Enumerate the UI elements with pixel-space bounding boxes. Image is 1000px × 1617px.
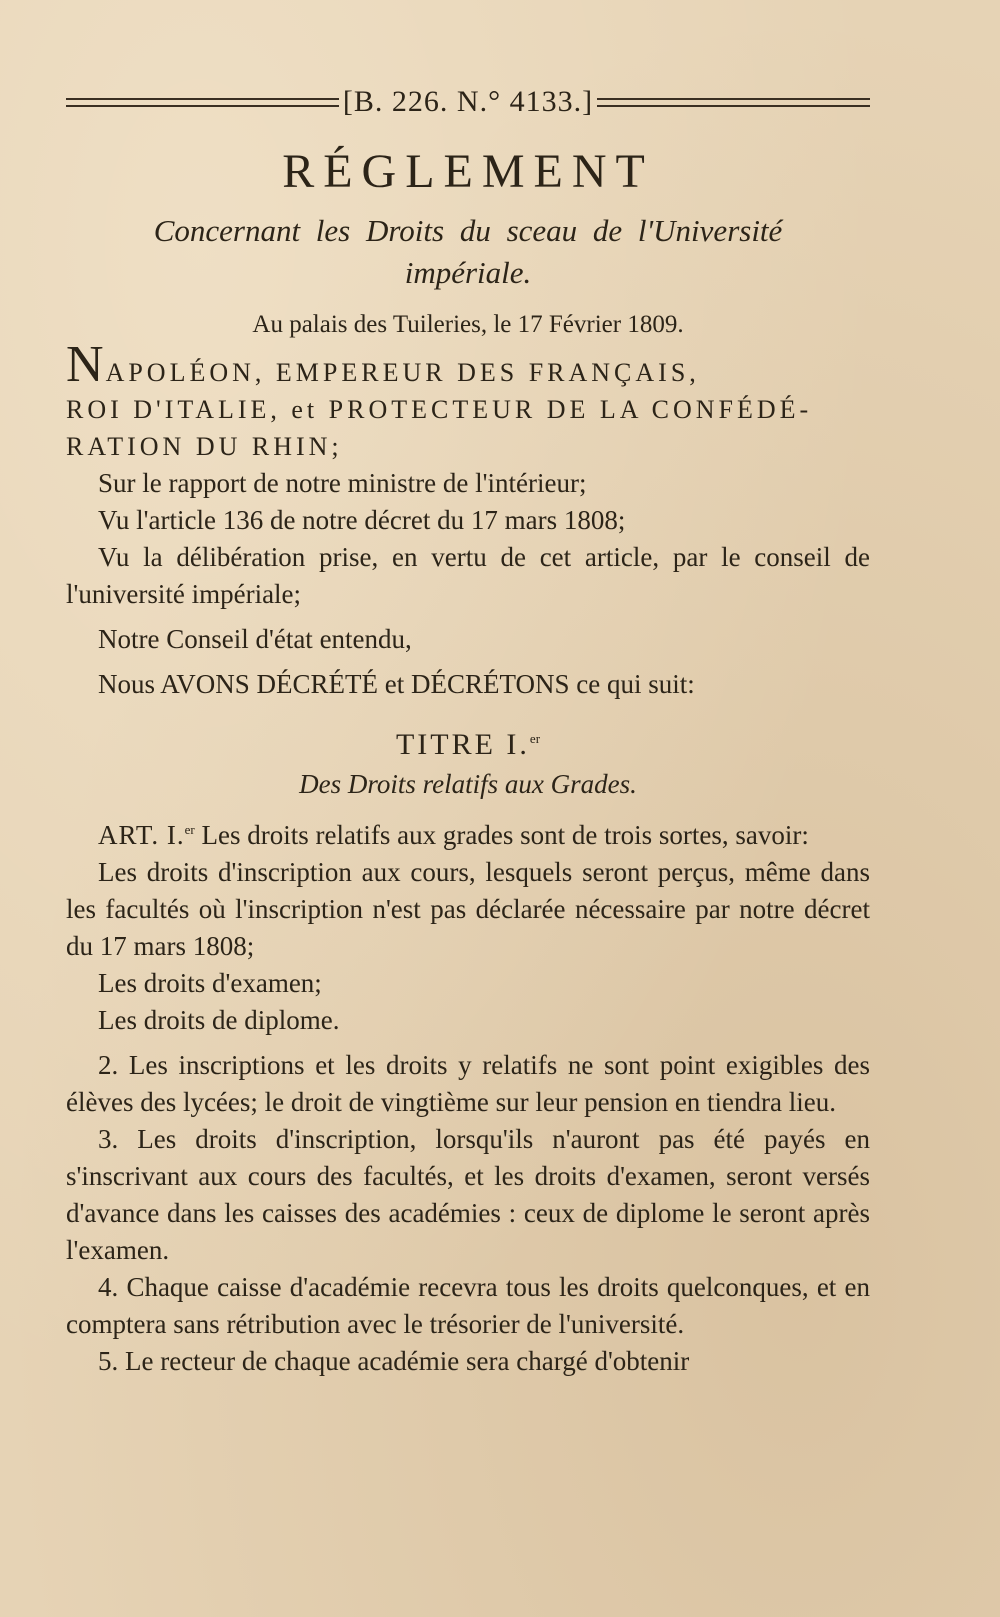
subtitle-line-2: impériale. bbox=[404, 255, 532, 290]
visa-deliberation: Vu la délibération prise, en vertu de cet article, par le conseil de l'université impériale; bbox=[66, 542, 870, 609]
rule-left bbox=[66, 98, 339, 107]
article-4: 4. Chaque caisse d'académie recevra tous les droits quelconques, et en comptera sans rétribution avec le trésorier de l'université. bbox=[66, 1272, 870, 1339]
preamble-line-3: RATION DU RHIN; bbox=[66, 432, 343, 461]
article-3: 3. Les droits d'inscription, lorsqu'ils n'auront pas été payés en s'inscrivant aux cours des facultés, et les droits d'examen, seront versés d'avance dans les caisses des académies : ceux de diplome le seront après l'examen. bbox=[66, 1124, 870, 1265]
article-1-item-3: Les droits de diplome. bbox=[98, 1005, 340, 1035]
preamble-line-1-text: APOLÉON, EMPEREUR DES FRANÇAIS, bbox=[105, 358, 700, 387]
titre-sup: er bbox=[529, 731, 541, 746]
article-1-sup: er bbox=[184, 822, 195, 837]
header-rule bbox=[66, 82, 870, 122]
drop-cap: N bbox=[66, 336, 106, 393]
visa-conseil: Notre Conseil d'état entendu, bbox=[98, 624, 412, 654]
article-1-item-1: Les droits d'inscription aux cours, lesquels seront perçus, même dans les facultés où l'inscription n'est pas déclarée nécessaire par notre décret du 17 mars 1808; bbox=[66, 857, 870, 961]
preamble bbox=[66, 336, 870, 465]
visa-article: Vu l'article 136 de notre décret du 17 mars 1808; bbox=[98, 505, 626, 535]
article-2: 2. Les inscriptions et les droits y relatifs ne sont point exigibles des élèves des lycées; le droit de vingtième sur leur pension en tiendra lieu. bbox=[66, 1050, 870, 1117]
article-1 bbox=[66, 811, 870, 854]
preamble-line-2: ROI D'ITALIE, et PROTECTEUR DE LA CONFÉDÉ- bbox=[66, 395, 813, 424]
document-title: RÉGLEMENT bbox=[282, 145, 654, 198]
article-1-item-2: Les droits d'examen; bbox=[98, 968, 322, 998]
document-subtitle bbox=[66, 210, 870, 294]
visa-rapport: Sur le rapport de notre ministre de l'intérieur; bbox=[98, 468, 587, 498]
article-1-label: ART. I. bbox=[98, 820, 185, 850]
date-line: Au palais des Tuileries, le 17 Février 1809. bbox=[252, 311, 684, 338]
titre-label: TITRE I. bbox=[395, 728, 530, 761]
article-1-text: Les droits relatifs aux grades sont de trois sortes, savoir: bbox=[201, 820, 809, 850]
bulletin-reference: [B. 226. N.° 4133.] bbox=[342, 85, 594, 118]
titre-heading bbox=[66, 719, 870, 765]
decree-line: Nous AVONS DÉCRÉTÉ et DÉCRÉTONS ce qui suit: bbox=[98, 669, 695, 699]
subtitle-line-1: Concernant les Droits du sceau de l'Université bbox=[153, 213, 783, 248]
titre-subheading: Des Droits relatifs aux Grades. bbox=[299, 769, 637, 799]
article-5: 5. Le recteur de chaque académie sera chargé d'obtenir bbox=[98, 1346, 690, 1376]
rule-right bbox=[597, 98, 870, 107]
document-page bbox=[66, 82, 870, 1582]
preamble-line-1 bbox=[66, 336, 870, 393]
